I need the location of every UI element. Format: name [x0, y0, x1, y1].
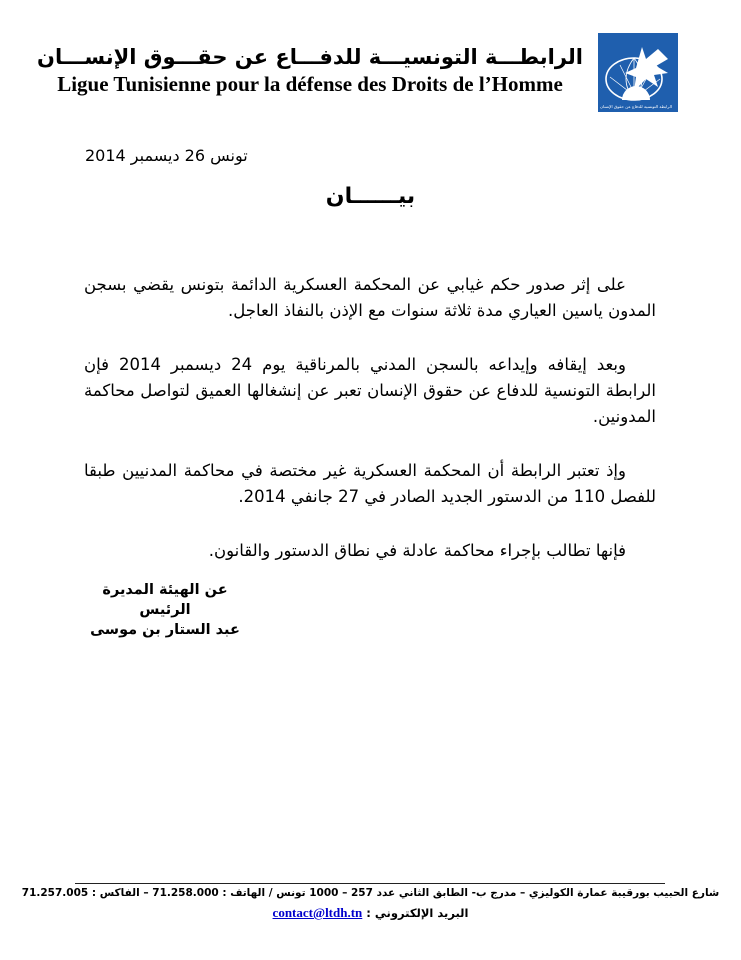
signature-entity: عن الهيئة المديرة [102, 582, 228, 598]
org-title-arabic: الرابطـــة التونسيـــة للدفـــاع عن حقـــوق الإنســـان [37, 45, 583, 69]
paragraph-1: على إثر صدور حكم غيابي عن المحكمة العسكرية الدائمة بتونس يقضي بسجن المدون ياسين العياري مدة ثلاثة سنوات مع الإذن بالنفاذ العاجل. [84, 275, 656, 320]
org-titles [30, 45, 590, 97]
paragraph-3: وإذ تعتبر الرابطة أن المحكمة العسكرية غير مختصة في محاكمة المدنيين طبقا للفصل 110 من الدستور الجديد الصادر في 27 جانفي 2014. [84, 461, 656, 506]
paragraph-2: وبعد إيقافه وإيداعه بالسجن المدني بالمرناقية يوم 24 ديسمبر 2014 فإن الرابطة التونسية للدفاع عن حقوق الإنسان تعبر عن إنشغالها العميق لتواصل محاكمة المدونين. [84, 355, 656, 426]
signature-block [85, 580, 245, 640]
ltdh-logo-icon [598, 33, 678, 112]
date-line: تونس 26 ديسمبر 2014 [85, 146, 248, 165]
footer-address: شارع الحبيب بورقيبة عمارة الكوليزي – مدرج ب- الطابق الثاني عدد 257 – 1000 تونس / الهاتف : 71.258.000 – الفاكس : 71.257.005 [21, 887, 720, 899]
org-title-french: Ligue Tunisienne pour la défense des Droits de l’Homme [57, 72, 563, 96]
letterhead [0, 33, 741, 115]
footer-email-line [0, 905, 741, 921]
paragraph-4: فإنها تطالب بإجراء محاكمة عادلة في نطاق الدستور والقانون. [208, 541, 626, 560]
email-link[interactable]: contact@ltdh.tn [272, 905, 363, 920]
footer-divider [75, 883, 665, 884]
statement-title: بيــــــان [325, 184, 416, 209]
logo-caption-text: الرابطة التونسية للدفاع عن حقوق الإنسان [600, 104, 670, 109]
statement-body [84, 272, 656, 564]
signature-name: عبد الستار بن موسى [90, 622, 240, 638]
signature-role: الرئيس [139, 602, 191, 618]
email-label: البريد الإلكتروني : [366, 906, 469, 920]
